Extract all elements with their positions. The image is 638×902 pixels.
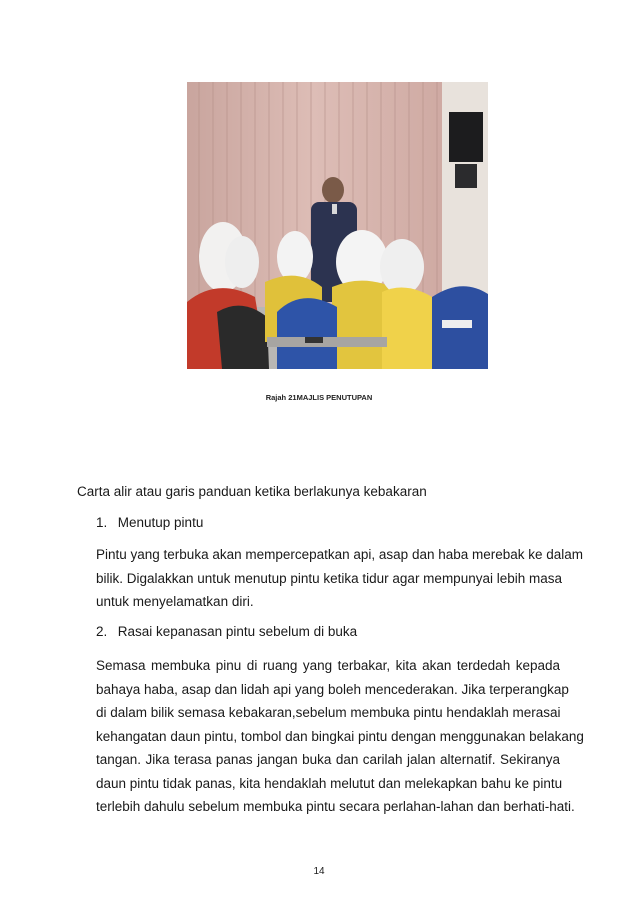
paragraph-line: Pintu yang terbuka akan mempercepatkan api, asap dan haba merebak ke dalam (96, 547, 584, 562)
closing-ceremony-photo (187, 82, 488, 369)
paragraph-line: terlebih dahulu sebelum membuka pintu secara perlahan-lahan dan berhati-hati. (96, 799, 575, 814)
paragraph-line: di dalam bilik semasa kebakaran,sebelum membuka pintu hendaklah merasai (96, 705, 561, 720)
paragraph-line: daun pintu tidak panas, kita hendaklah melutut dan melekapkan bahu ke pintu (96, 775, 563, 791)
section-heading: Carta alir atau garis panduan ketika berlakunya kebakaran (77, 484, 427, 499)
page-number: 14 (313, 866, 325, 877)
list-item-title (96, 624, 357, 639)
paragraph-line: tangan. Jika terasa panas jangan buka dan carilah jalan alternatif. Sekiranya (96, 752, 560, 767)
list-item-title-text: Rasai kepanasan pintu sebelum di buka (117, 624, 358, 639)
list-item-title-text: Menutup pintu (117, 515, 204, 530)
paragraph-line: bilik. Digalakkan untuk menutup pintu ketika tidur agar mempunyai lebih masa (96, 570, 563, 586)
list-item-paragraph (96, 543, 584, 614)
list-item-paragraph (96, 654, 584, 819)
paragraph-line: kehangatan daun pintu, tombol dan bingkai pintu dengan menggunakan belakang (96, 728, 584, 744)
list-item-number: 2. (96, 624, 108, 639)
paragraph-line: Semasa membuka pinu di ruang yang terbakar, kita akan terdedah kepada (96, 658, 560, 673)
list-item-number: 1. (96, 515, 108, 530)
figure-caption: Rajah 21MAJLIS PENUTUPAN (265, 393, 373, 402)
paragraph-line: untuk menyelamatkan diri. (96, 594, 254, 609)
list-item-title (96, 515, 203, 530)
paragraph-line: bahaya haba, asap dan lidah api yang boleh mencederakan. Jika terperangkap (96, 681, 569, 697)
